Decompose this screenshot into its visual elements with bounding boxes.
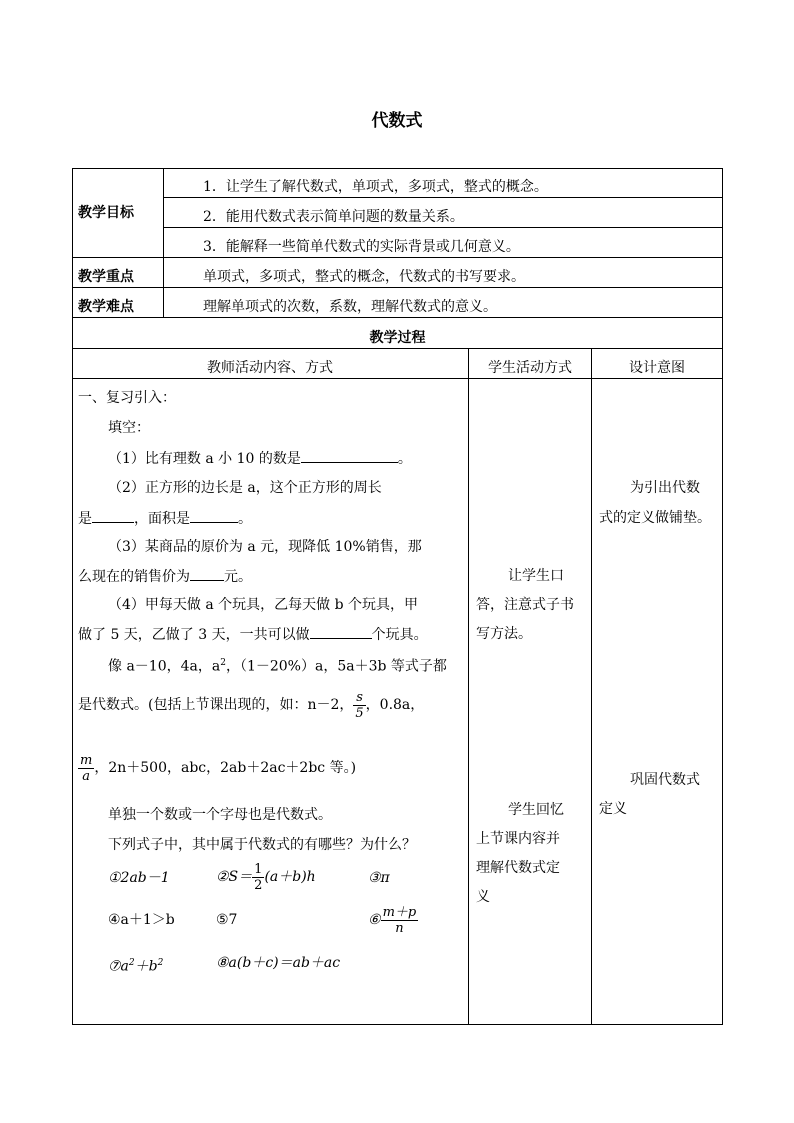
difficulty-label: 教学难点 bbox=[78, 299, 134, 315]
answer-blank bbox=[310, 624, 372, 639]
option-2 bbox=[216, 860, 316, 894]
student-activity-1-line-1: 让学生口 bbox=[508, 568, 564, 584]
goal-2: 2．能用代数式表示简单问题的数量关系。 bbox=[203, 209, 464, 225]
section-heading: 一、复习引入： bbox=[78, 390, 176, 406]
answer-blank bbox=[301, 448, 398, 463]
option-7-text: ⑦a bbox=[108, 958, 129, 975]
column-header-intent: 设计意图 bbox=[629, 360, 685, 376]
examples-text: ，2n＋500，abc，2ab＋2ac＋2bc 等。) bbox=[94, 760, 357, 776]
fraction-numerator: m＋p bbox=[382, 904, 417, 920]
examples-text: 是代数式。(包括上节课出现的，如：n－2， bbox=[78, 697, 354, 713]
design-intent-1-line-1: 为引出代数 bbox=[630, 480, 700, 496]
option-2-text: ②S＝ bbox=[216, 869, 253, 885]
exponent: 2 bbox=[157, 958, 164, 968]
fraction-numerator: m bbox=[80, 752, 93, 768]
fraction-numerator: 1 bbox=[254, 861, 263, 877]
page-title: 代数式 bbox=[371, 111, 423, 131]
examples-line-3 bbox=[78, 751, 356, 785]
question-2-text: ，面积是 bbox=[134, 511, 190, 527]
question-4-end: 个玩具。 bbox=[371, 627, 428, 643]
student-activity-2-line-3: 理解代数式定 bbox=[476, 860, 560, 876]
question-1-end: 。 bbox=[397, 451, 412, 467]
column-header-student: 学生活动方式 bbox=[488, 360, 572, 376]
option-5: ⑤7 bbox=[216, 912, 238, 928]
student-activity-2-line-1: 学生回忆 bbox=[508, 802, 564, 818]
option-1: ①2ab－1 bbox=[108, 870, 170, 886]
question-4-line-2 bbox=[78, 624, 428, 645]
question-prompt: 下列式子中，其中属于代数式的有哪些？为什么？ bbox=[108, 837, 416, 853]
goal-3: 3．能解释一些简单代数式的实际背景或几何意义。 bbox=[203, 239, 520, 255]
fraction-denominator: 2 bbox=[254, 877, 263, 893]
fill-blank-label: 填空： bbox=[108, 420, 150, 436]
question-2-line-2 bbox=[78, 508, 252, 529]
fraction-denominator: 5 bbox=[355, 705, 364, 721]
fraction bbox=[252, 862, 264, 893]
option-6 bbox=[368, 903, 418, 937]
design-intent-1-line-2: 式的定义做铺垫。 bbox=[599, 510, 711, 526]
answer-blank bbox=[190, 566, 224, 581]
fraction bbox=[78, 753, 94, 784]
student-activity-1-line-2: 答，注意式子书 bbox=[476, 597, 574, 613]
question-3-line-1: （3）某商品的原价为 a 元，现降低 10%销售，那 bbox=[108, 539, 422, 555]
option-3: ③π bbox=[368, 870, 390, 886]
fraction bbox=[381, 905, 419, 936]
exponent: 2 bbox=[220, 658, 226, 668]
single-term-note: 单独一个数或一个字母也是代数式。 bbox=[108, 807, 332, 823]
fraction-denominator: n bbox=[381, 920, 419, 936]
option-4: ④a＋1＞b bbox=[108, 912, 175, 928]
design-intent-2-line-2: 定义 bbox=[599, 801, 627, 817]
fraction-numerator: s bbox=[356, 689, 363, 705]
question-4-line-1: （4）甲每天做 a 个玩具，乙每天做 b 个玩具，甲 bbox=[108, 597, 419, 613]
question-1 bbox=[108, 448, 412, 469]
examples-text: 像 a－10，4a，a bbox=[108, 658, 221, 675]
fraction-denominator: a bbox=[78, 768, 94, 784]
option-7-text: ＋b bbox=[134, 958, 158, 975]
student-activity-2-line-2: 上节课内容并 bbox=[476, 831, 560, 847]
option-7 bbox=[108, 953, 163, 977]
answer-blank bbox=[190, 508, 238, 523]
key-points-label: 教学重点 bbox=[78, 269, 134, 285]
question-2-end: 。 bbox=[238, 511, 252, 527]
option-2-text: (a＋b)h bbox=[264, 869, 316, 885]
answer-blank bbox=[92, 508, 134, 523]
question-2-line-1: （2）正方形的边长是 a，这个正方形的周长 bbox=[108, 480, 382, 496]
question-2-text: 是 bbox=[78, 511, 92, 527]
column-header-teacher: 教师活动内容、方式 bbox=[207, 360, 333, 376]
examples-line-2 bbox=[78, 688, 424, 722]
student-activity-2-line-4: 义 bbox=[476, 889, 490, 905]
exponent: 2 bbox=[128, 958, 135, 968]
question-4-text: 做了 5 天，乙做了 3 天，一共可以做 bbox=[78, 627, 310, 643]
student-activity-1-line-3: 写方法。 bbox=[476, 626, 532, 642]
process-title: 教学过程 bbox=[369, 330, 426, 346]
question-3-end: 元。 bbox=[224, 569, 252, 585]
goals-label: 教学目标 bbox=[78, 205, 134, 221]
question-3-line-2 bbox=[78, 566, 252, 587]
examples-line-1 bbox=[108, 653, 447, 677]
question-1-text: （1）比有理数 a 小 10 的数是 bbox=[108, 451, 301, 467]
design-intent-2-line-1: 巩固代数式 bbox=[630, 772, 700, 788]
question-3-text: 么现在的销售价为 bbox=[78, 569, 190, 585]
difficulty-text: 理解单项式的次数，系数，理解代数式的意义。 bbox=[203, 299, 497, 315]
key-points-text: 单项式，多项式，整式的概念，代数式的书写要求。 bbox=[203, 269, 525, 285]
option-8: ⑧a(b＋c)＝ab＋ac bbox=[216, 955, 341, 971]
goal-1: 1．让学生了解代数式，单项式，多项式，整式的概念。 bbox=[203, 179, 548, 195]
examples-text: ，（1－20%）a，5a＋3b 等式子都 bbox=[225, 658, 447, 675]
fraction bbox=[353, 690, 365, 721]
option-6-text: ⑥ bbox=[368, 912, 381, 928]
examples-text: ，0.8a， bbox=[365, 697, 425, 713]
